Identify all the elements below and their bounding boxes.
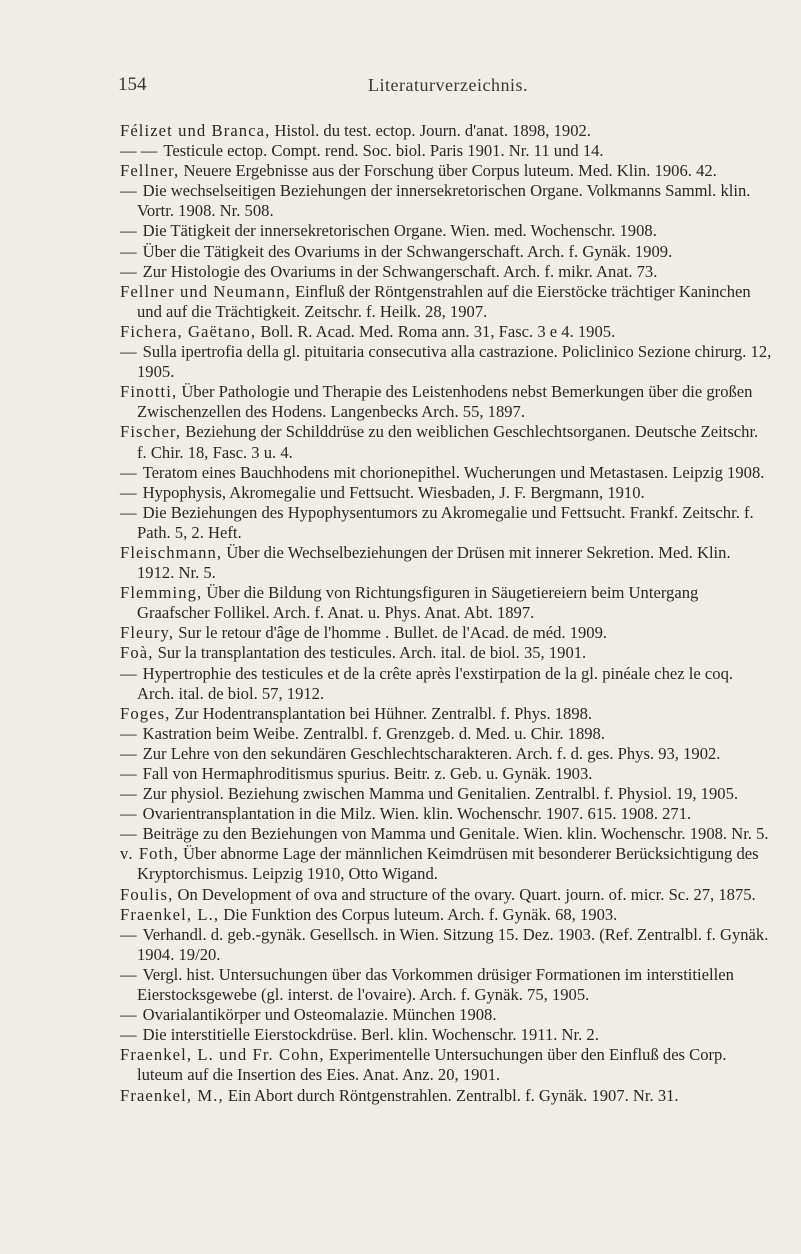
entry-author: v. Foth, — [120, 844, 179, 864]
page-number: 154 — [118, 74, 147, 95]
bibliography-entry — [120, 422, 772, 462]
ditto-dash: — — — [120, 141, 158, 161]
bibliography-list — [120, 121, 772, 1106]
bibliography-entry — [120, 141, 772, 161]
bibliography-entry — [120, 342, 772, 382]
bibliography-entry — [120, 905, 772, 925]
entry-citation: Vergl. hist. Untersuchungen über das Vorkommen drüsiger Formationen im interstitiellen Eierstocksgewebe (gl. interst. de l'ovaire). Arch. f. Gynäk. 75, 1905. — [137, 964, 734, 1005]
entry-citation: Ein Abort durch Röntgenstrahlen. Zentralbl. f. Gynäk. 1907. Nr. 31. — [223, 1085, 679, 1105]
bibliography-entry — [120, 724, 772, 744]
entry-author: Fellner und Neumann, — [120, 281, 291, 301]
entry-citation: Experimentelle Untersuchungen über den Einfluß des Corp. luteum auf die Insertion des Eies. Anat. Anz. 20, 1901. — [137, 1045, 727, 1085]
bibliography-entry — [120, 322, 772, 342]
entry-citation: Ovarialantikörper und Osteomalazie. München 1908. — [142, 1005, 497, 1025]
ditto-dash: — — [120, 1025, 137, 1045]
entry-citation: Sulla ipertrofia della gl. pituitaria consecutiva alla castrazione. Policlinico Sezione chirurg. 12, 1905. — [137, 342, 772, 382]
ditto-dash: — — [120, 1005, 137, 1025]
ditto-dash: — — [120, 502, 137, 522]
bibliography-entry — [120, 503, 772, 543]
bibliography-entry — [120, 643, 772, 663]
ditto-dash: — — [120, 804, 137, 824]
ditto-dash: — — [120, 261, 137, 281]
bibliography-entry — [120, 623, 772, 643]
bibliography-entry — [120, 181, 772, 221]
entry-author: Foges, — [120, 703, 171, 723]
bibliography-entry — [120, 543, 772, 583]
entry-citation: Hypophysis, Akromegalie und Fettsucht. Wiesbaden, J. F. Bergmann, 1910. — [142, 482, 645, 502]
entry-citation: Die interstitielle Eierstockdrüse. Berl. klin. Wochenschr. 1911. Nr. 2. — [142, 1025, 599, 1045]
ditto-dash: — — [120, 342, 137, 362]
entry-citation: Teratom eines Bauchhodens mit chorionepithel. Wucherungen und Metastasen. Leipzig 1908. — [142, 462, 765, 482]
ditto-dash: — — [120, 764, 137, 783]
entry-citation: Beziehung der Schilddrüse zu den weiblichen Geschlechtsorganen. Deutsche Zeitschr. f. Chir. 18, Fasc. 3 u. 4. — [137, 422, 759, 462]
ditto-dash: — — [120, 482, 137, 502]
bibliography-entry — [120, 965, 772, 1005]
bibliography-entry — [120, 804, 772, 824]
bibliography-entry — [120, 282, 772, 322]
entry-author: Finotti, — [120, 382, 178, 402]
bibliography-entry — [120, 664, 772, 704]
entry-citation: Zur Lehre von den sekundären Geschlechtscharakteren. Arch. f. d. ges. Phys. 93, 1902. — [142, 743, 721, 763]
entry-citation: Einfluß der Röntgenstrahlen auf die Eierstöcke trächtiger Kaninchen und auf die Trächtigkeit. Zeitschr. f. Heilk. 28, 1907. — [137, 281, 751, 321]
entry-citation: Zur Histologie des Ovariums in der Schwangerschaft. Arch. f. mikr. Anat. 73. — [142, 261, 658, 281]
ditto-dash: — — [120, 824, 137, 844]
ditto-dash: — — [120, 241, 137, 261]
ditto-dash: — — [120, 723, 137, 743]
bibliography-entry — [120, 221, 772, 241]
ditto-dash: — — [120, 784, 137, 804]
bibliography-entry — [120, 1005, 772, 1025]
entry-author: Fichera, Gaëtano, — [120, 321, 257, 341]
bibliography-entry — [120, 1086, 772, 1106]
ditto-dash: — — [120, 964, 137, 984]
entry-citation: Testicule ectop. Compt. rend. Soc. biol. Paris 1901. Nr. 11 und 14. — [163, 141, 604, 161]
entry-citation: Die wechselseitigen Beziehungen der innersekretorischen Organe. Volkmanns Samml. klin. Vortr. 1908. Nr. 508. — [137, 181, 751, 221]
entry-citation: Fall von Hermaphroditismus spurius. Beitr. z. Geb. u. Gynäk. 1903. — [142, 764, 593, 783]
bibliography-entry — [120, 844, 772, 884]
entry-citation: Boll. R. Acad. Med. Roma ann. 31, Fasc. 3 e 4. 1905. — [256, 321, 616, 341]
entry-citation: Die Beziehungen des Hypophysentumors zu Akromegalie und Fettsucht. Frankf. Zeitschr. f. Path. 5, 2. Heft. — [137, 502, 754, 542]
bibliography-entry — [120, 824, 772, 844]
entry-citation: Die Tätigkeit der innersekretorischen Organe. Wien. med. Wochenschr. 1908. — [142, 221, 657, 241]
bibliography-entry — [120, 1045, 772, 1085]
ditto-dash: — — [120, 743, 137, 763]
entry-author: Fleury, — [120, 623, 175, 643]
ditto-dash: — — [120, 181, 137, 201]
entry-author: Fraenkel, M., — [120, 1085, 224, 1105]
bibliography-entry — [120, 483, 772, 503]
entry-citation: Über die Tätigkeit des Ovariums in der Schwangerschaft. Arch. f. Gynäk. 1909. — [142, 241, 673, 261]
bibliography-entry — [120, 704, 772, 724]
bibliography-entry — [120, 885, 772, 905]
entry-citation: Über abnorme Lage der männlichen Keimdrüsen mit besonderer Berücksichtigung des Kryptorchismus. Leipzig 1910, Otto Wigand. — [137, 844, 759, 884]
entry-citation: Verhandl. d. geb.-gynäk. Gesellsch. in Wien. Sitzung 15. Dez. 1903. (Ref. Zentralbl. f. Gynäk. 1904. 19/20. — [137, 924, 769, 964]
bibliography-entry — [120, 262, 772, 282]
entry-citation: Hypertrophie des testicules et de la crête après l'exstirpation de la gl. pinéale chez le coq. Arch. ital. de biol. 57, 1912. — [137, 663, 734, 703]
entry-citation: Ovarientransplantation in die Milz. Wien. klin. Wochenschr. 1907. 615. 1908. 271. — [142, 804, 692, 824]
entry-author: Fischer, — [120, 422, 182, 442]
entry-citation: On Development of ova and structure of the ovary. Quart. journ. of. micr. Sc. 27, 1875. — [173, 884, 756, 904]
entry-author: Foulis, — [120, 884, 174, 904]
entry-author: Fellner, — [120, 161, 180, 181]
entry-citation: Zur physiol. Beziehung zwischen Mamma und Genitalien. Zentralbl. f. Physiol. 19, 1905. — [142, 784, 739, 804]
entry-author: Fraenkel, L., — [120, 904, 220, 924]
entry-author: Fraenkel, L. und Fr. Cohn, — [120, 1045, 325, 1065]
bibliography-entry — [120, 744, 772, 764]
ditto-dash: — — [120, 924, 137, 944]
bibliography-entry — [120, 242, 772, 262]
bibliography-entry — [120, 1025, 772, 1045]
running-title: Literaturverzeichnis. — [368, 75, 528, 95]
entry-citation: Beiträge zu den Beziehungen von Mamma und Genitale. Wien. klin. Wochenschr. 1908. Nr. 5. — [142, 824, 769, 844]
bibliography-entry — [120, 463, 772, 483]
entry-citation: Über die Wechselbeziehungen der Drüsen mit innerer Sekretion. Med. Klin. 1912. Nr. 5. — [137, 542, 731, 583]
entry-citation: Neuere Ergebnisse aus der Forschung über Corpus luteum. Med. Klin. 1906. 42. — [179, 161, 717, 181]
bibliography-entry — [120, 161, 772, 181]
ditto-dash: — — [120, 221, 137, 241]
entry-citation: Kastration beim Weibe. Zentralbl. f. Grenzgeb. d. Med. u. Chir. 1898. — [142, 723, 606, 743]
bibliography-entry — [120, 764, 772, 784]
bibliography-entry — [120, 121, 772, 141]
entry-author: Foà, — [120, 643, 154, 663]
entry-citation: Sur la transplantation des testicules. Arch. ital. de biol. 35, 1901. — [153, 643, 587, 663]
entry-citation: Über Pathologie und Therapie des Leistenhodens nebst Bemerkungen über die großen Zwischenzellen des Hodens. Langenbecks Arch. 55, 1897. — [137, 382, 753, 422]
bibliography-entry — [120, 583, 772, 623]
ditto-dash: — — [120, 462, 137, 482]
entry-author: Flemming, — [120, 583, 203, 603]
ditto-dash: — — [120, 663, 137, 683]
bibliography-entry — [120, 382, 772, 422]
page-header — [118, 74, 778, 98]
bibliography-entry — [120, 784, 772, 804]
entry-citation: Zur Hodentransplantation bei Hühner. Zentralbl. f. Phys. 1898. — [170, 703, 593, 723]
entry-citation: Sur le retour d'âge de l'homme . Bullet. de l'Acad. de méd. 1909. — [174, 623, 608, 643]
entry-author: Félizet und Branca, — [120, 121, 271, 140]
entry-citation: Die Funktion des Corpus luteum. Arch. f. Gynäk. 68, 1903. — [219, 904, 618, 924]
entry-citation: Über die Bildung von Richtungsfiguren in Säugetiereiern beim Untergang Graafscher Follikel. Arch. f. Anat. u. Phys. Anat. Abt. 1897. — [137, 583, 699, 623]
entry-author: Fleischmann, — [120, 542, 223, 562]
entry-citation: Histol. du test. ectop. Journ. d'anat. 1898, 1902. — [270, 121, 591, 140]
bibliography-entry — [120, 925, 772, 965]
